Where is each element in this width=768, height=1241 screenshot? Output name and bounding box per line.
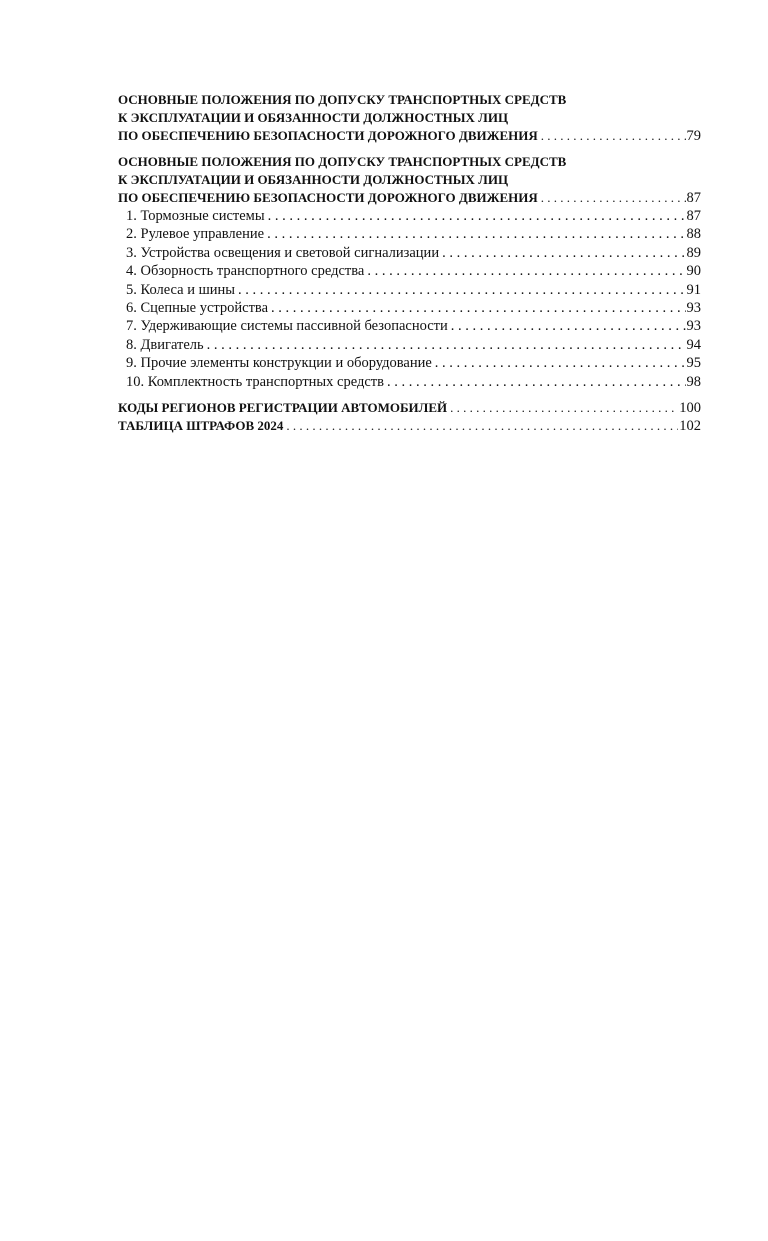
toc-subentry-label: 5. Колеса и шины: [126, 281, 236, 298]
dot-leader: [267, 225, 685, 243]
toc-page-number: 90: [686, 263, 701, 280]
toc-page-number: 87: [686, 208, 701, 224]
toc-subentry-label: 7. Удерживающие системы пассивной безопасности: [126, 318, 448, 335]
dot-leader: [207, 336, 686, 354]
toc-page-number: 102: [679, 418, 701, 435]
dot-leader: [541, 127, 686, 145]
toc-entry[interactable]: [118, 189, 701, 207]
dot-leader: [238, 281, 685, 299]
dot-leader: [271, 299, 685, 317]
toc-subentry[interactable]: [118, 225, 701, 243]
toc-appendices: [118, 399, 701, 435]
toc-subentry-label: 9. Прочие элементы конструкции и оборудование: [126, 355, 432, 372]
toc-heading-line: К ЭКСПЛУАТАЦИИ И ОБЯЗАННОСТИ ДОЛЖНОСТНЫХ ЛИЦ: [118, 110, 509, 125]
dot-leader: [387, 373, 686, 391]
toc-page-number: 91: [686, 281, 701, 298]
toc-subentry-label: 6. Сцепные устройства: [126, 300, 269, 317]
toc-subentry[interactable]: [118, 281, 701, 299]
dot-leader: [442, 244, 685, 262]
toc-entry-label: КОДЫ РЕГИОНОВ РЕГИСТРАЦИИ АВТОМОБИЛЕЙ: [118, 400, 448, 416]
toc-page-number: 98: [686, 373, 701, 390]
toc-heading-line: ОСНОВНЫЕ ПОЛОЖЕНИЯ ПО ДОПУСКУ ТРАНСПОРТНЫХ СРЕДСТВ: [118, 92, 567, 107]
toc-subentry-label: 8. Двигатель: [126, 336, 204, 353]
toc-page-number: 89: [686, 244, 701, 261]
toc-subentry[interactable]: [118, 244, 701, 262]
toc-entry[interactable]: [118, 127, 701, 145]
toc-entry-fines-table[interactable]: [118, 417, 701, 435]
toc-page-number: 100: [679, 400, 701, 417]
toc-page-number: 79: [686, 128, 701, 144]
toc-subentry-label: 4. Обзорность транспортного средства: [126, 263, 365, 280]
toc-heading-line: ОСНОВНЫЕ ПОЛОЖЕНИЯ ПО ДОПУСКУ ТРАНСПОРТНЫХ СРЕДСТВ: [118, 154, 567, 169]
toc-subentry[interactable]: [118, 299, 701, 317]
toc-subentry[interactable]: [118, 317, 701, 335]
dot-leader: [435, 354, 686, 372]
toc-entry-region-codes[interactable]: [118, 399, 701, 417]
toc-subentry-label: 2. Рулевое управление: [126, 226, 265, 243]
toc-subentry[interactable]: [118, 262, 701, 280]
dot-leader: [286, 417, 678, 435]
toc-subentry-label: 1. Тормозные системы: [126, 208, 265, 224]
toc-page-number: 93: [686, 300, 701, 317]
toc-subentry[interactable]: [118, 373, 701, 391]
toc-subentry[interactable]: [118, 207, 701, 225]
toc-subentry-label: 3. Устройства освещения и световой сигнализации: [126, 244, 440, 261]
toc-page-number: 93: [686, 318, 701, 335]
dot-leader: [541, 189, 686, 207]
toc-entry-label: ПО ОБЕСПЕЧЕНИЮ БЕЗОПАСНОСТИ ДОРОЖНОГО ДВИЖЕНИЯ: [118, 190, 538, 205]
toc-section-admission-87: [118, 153, 701, 391]
toc-subentry-label: 10. Комплектность транспортных средств: [126, 373, 384, 390]
toc-section-admission-79: [118, 91, 701, 145]
dot-leader: [367, 262, 685, 280]
toc-heading-line: К ЭКСПЛУАТАЦИИ И ОБЯЗАННОСТИ ДОЛЖНОСТНЫХ ЛИЦ: [118, 172, 509, 187]
toc-page-number: 88: [686, 226, 701, 243]
dot-leader: [268, 207, 686, 225]
toc-entry-label: ПО ОБЕСПЕЧЕНИЮ БЕЗОПАСНОСТИ ДОРОЖНОГО ДВИЖЕНИЯ: [118, 128, 538, 143]
toc-page-number: 95: [686, 355, 701, 372]
toc-page-number: 87: [686, 190, 701, 206]
toc-subentry[interactable]: [118, 354, 701, 372]
toc-subentry[interactable]: [118, 336, 701, 354]
table-of-contents: [118, 91, 701, 435]
toc-entry-label: ТАБЛИЦА ШТРАФОВ 2024: [118, 418, 284, 434]
dot-leader: [451, 317, 686, 335]
toc-page-number: 94: [686, 336, 701, 353]
dot-leader: [450, 399, 678, 417]
